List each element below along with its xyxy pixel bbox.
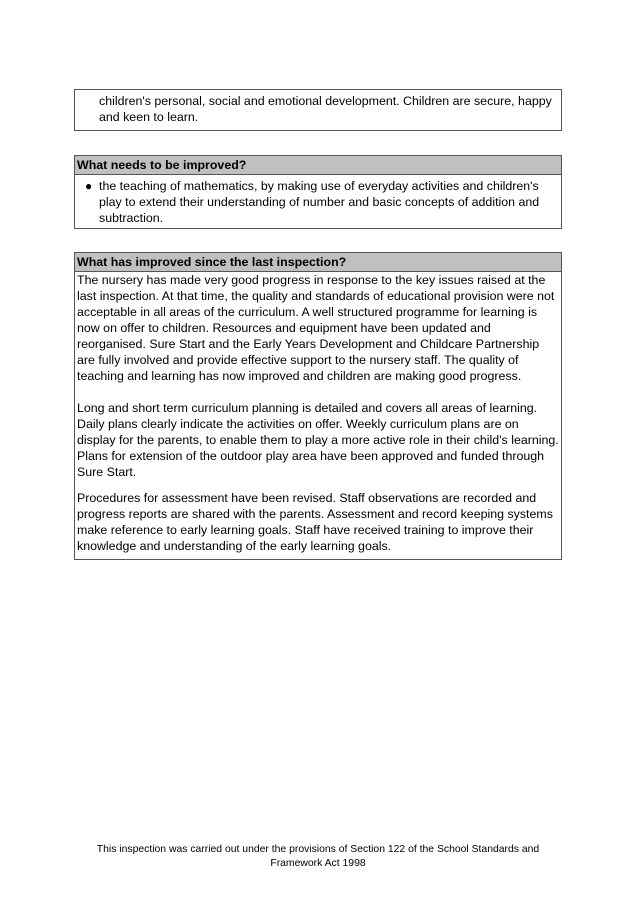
continued-text-box: [74, 89, 562, 131]
bullet-text: the teaching of mathematics, by making use of everyday activities and children's play to extend their understanding of number and basic concepts of addition and subtraction.: [99, 179, 540, 225]
continued-text: children's personal, social and emotional development. Children are secure, happy and keen to learn.: [99, 94, 552, 124]
page-footer: This inspection was carried out under the provisions of Section 122 of the School Standards and Framework Act 1998: [96, 844, 540, 869]
improvements-paragraph: Procedures for assessment have been revised. Staff observations are recorded and progress reports are shared with the parents. Assessment and record keeping systems make reference to early learning goals. Staff have received training to improve their knowledge and understanding of the early learning goals.: [77, 491, 553, 553]
improvements-paragraph: Long and short term curriculum planning is detailed and covers all areas of learning. Daily plans clearly indicate the activities on offer. Weekly curriculum plans are on display for the parents, to enable them to play a more active role in their child's learning. Plans for extension of the outdoor play area have been approved and funded through Sure Start.: [77, 401, 559, 479]
needs-improvement-box: [74, 155, 562, 229]
bullet-icon: ●: [85, 179, 93, 193]
improvements-heading: What has improved since the last inspection?: [75, 253, 561, 272]
list-item: [75, 175, 561, 226]
improvements-paragraph: The nursery has made very good progress in response to the key issues raised at the last inspection. At that time, the quality and standards of educational provision were not acceptable in all areas of the curriculum. A well structured programme for learning is now on offer to children. Resources and equipment have been updated and reorganised. Sure Start and the Early Years Development and Childcare Partnership are fully involved and provide effective support to the nursery staff. The quality of teaching and learning has now improved and children are making good progress.: [77, 273, 555, 383]
improvements-body: [75, 272, 561, 554]
needs-improvement-heading: What needs to be improved?: [75, 156, 561, 175]
improvements-box: [74, 252, 562, 560]
